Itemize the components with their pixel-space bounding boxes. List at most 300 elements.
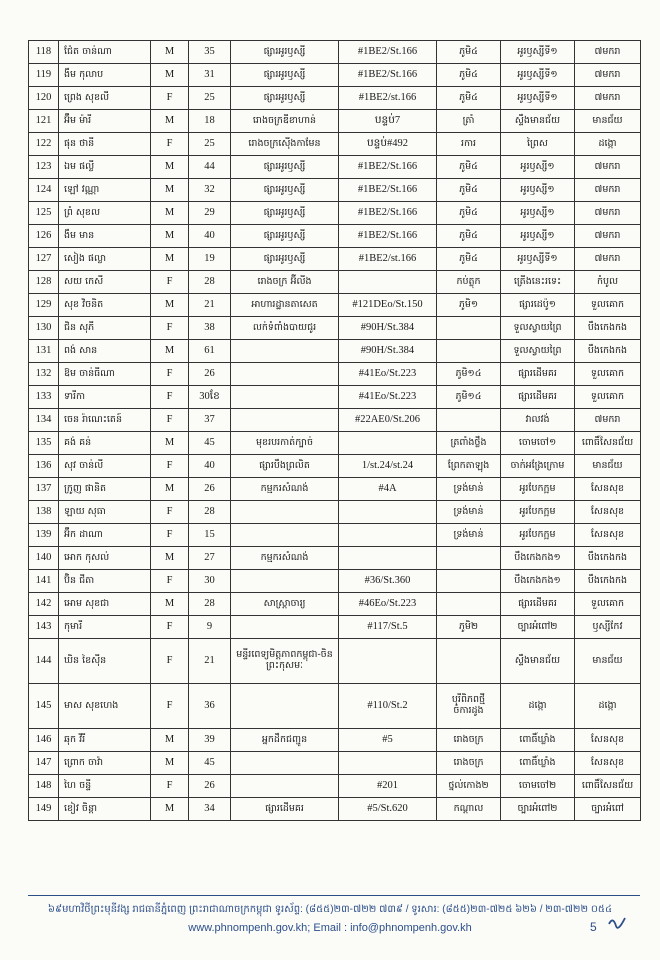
cell-workplace: ផ្សារបឹងព្រលិត <box>231 455 339 478</box>
table-row <box>29 501 641 524</box>
cell-row-number: 136 <box>29 455 59 478</box>
cell-address: #5 <box>339 729 437 752</box>
cell-district: សែនសុខ <box>575 752 641 775</box>
cell-row-number: 148 <box>29 775 59 798</box>
cell-person-name: ប៊ិន ជីតា <box>59 570 151 593</box>
cell-address: #117/St.5 <box>339 616 437 639</box>
cell-address <box>339 501 437 524</box>
cell-row-number: 142 <box>29 593 59 616</box>
cell-village <box>437 570 501 593</box>
cell-address: #90H/St.384 <box>339 317 437 340</box>
cell-address: បន្ទប់7 <box>339 110 437 133</box>
cell-person-name: ក្រូញ ផានិត <box>59 478 151 501</box>
cell-row-number: 146 <box>29 729 59 752</box>
cell-person-name: ផុន ថានី <box>59 133 151 156</box>
cell-sex: M <box>151 340 189 363</box>
cell-age: 27 <box>189 547 231 570</box>
cell-address: #110/St.2 <box>339 684 437 729</box>
table-row <box>29 110 641 133</box>
cell-commune: អូរបែកក្អម <box>501 524 575 547</box>
cell-age: 32 <box>189 179 231 202</box>
table-row <box>29 639 641 684</box>
cell-row-number: 121 <box>29 110 59 133</box>
cell-workplace: ផ្សារអូរឫស្សី <box>231 248 339 271</box>
cell-address: #41Eo/St.223 <box>339 386 437 409</box>
cell-district: ៧មករា <box>575 87 641 110</box>
cell-workplace <box>231 524 339 547</box>
cell-sex: M <box>151 110 189 133</box>
cell-workplace: ផ្សារអូរឫស្សី <box>231 41 339 64</box>
table-row <box>29 41 641 64</box>
cell-age: 40 <box>189 455 231 478</box>
cell-sex: F <box>151 386 189 409</box>
cell-row-number: 140 <box>29 547 59 570</box>
cell-age: 26 <box>189 478 231 501</box>
cell-sex: F <box>151 775 189 798</box>
cell-row-number: 130 <box>29 317 59 340</box>
cell-district: បឹងកេងកង <box>575 570 641 593</box>
cell-district: ពោធិ៍សែនជ័យ <box>575 432 641 455</box>
cell-village: ត្រពាំងថ្លឹង <box>437 432 501 455</box>
table-row <box>29 87 641 110</box>
cell-age: 18 <box>189 110 231 133</box>
table-row <box>29 156 641 179</box>
table-row <box>29 593 641 616</box>
cell-district: មានជ័យ <box>575 110 641 133</box>
cell-sex: F <box>151 684 189 729</box>
table-row <box>29 798 641 821</box>
cell-sex: M <box>151 202 189 225</box>
cell-person-name: ឱម ចាន់ធីណា <box>59 363 151 386</box>
cell-commune: អូរបែកក្អម <box>501 478 575 501</box>
cell-commune: បឹងកេងកង១ <box>501 547 575 570</box>
cell-workplace <box>231 363 339 386</box>
cell-row-number: 118 <box>29 41 59 64</box>
cell-person-name: ពង់ សាន <box>59 340 151 363</box>
cell-district: ឫស្សីកែវ <box>575 616 641 639</box>
cell-village: កណ្តាល <box>437 798 501 821</box>
cell-address: #46Eo/St.223 <box>339 593 437 616</box>
cell-address: #36/St.360 <box>339 570 437 593</box>
cell-workplace <box>231 340 339 363</box>
cell-age: 28 <box>189 271 231 294</box>
cell-commune: ពោធិ៍ឃ្លាំង <box>501 752 575 775</box>
cell-age: 29 <box>189 202 231 225</box>
cell-commune: ដង្កោ <box>501 684 575 729</box>
cell-commune: អូរឫស្សីទី១ <box>501 248 575 271</box>
cell-village <box>437 639 501 684</box>
cell-age: 45 <box>189 752 231 775</box>
cell-age: 34 <box>189 798 231 821</box>
cell-address: #121DEo/St.150 <box>339 294 437 317</box>
cell-sex: M <box>151 547 189 570</box>
cell-commune: ផ្សារដើមគរ <box>501 386 575 409</box>
cell-district: បឹងកេងកង <box>575 340 641 363</box>
cell-commune: ចោមចៅ១ <box>501 432 575 455</box>
cell-address: #1BE2/St.166 <box>339 225 437 248</box>
cell-village: ភូមិ២ <box>437 616 501 639</box>
cell-person-name: អ៊ឹក ដាណា <box>59 524 151 547</box>
cell-commune: ស្ទឹងមានជ័យ <box>501 110 575 133</box>
cell-village <box>437 547 501 570</box>
cell-commune: អូរឫស្សី១ <box>501 156 575 179</box>
cell-age: 21 <box>189 639 231 684</box>
cell-sex: M <box>151 478 189 501</box>
cell-person-name: ឃិន ខៃស៊ីន <box>59 639 151 684</box>
cell-age: 39 <box>189 729 231 752</box>
cell-village: ទ្រង់មាន់ <box>437 501 501 524</box>
cell-commune: ផ្សារដេប៉ូ១ <box>501 294 575 317</box>
cell-address <box>339 271 437 294</box>
cell-sex: F <box>151 271 189 294</box>
cell-person-name: សៀង ផល្លា <box>59 248 151 271</box>
cell-sex: M <box>151 798 189 821</box>
cell-workplace <box>231 752 339 775</box>
cell-person-name: ជិន សុភី <box>59 317 151 340</box>
cell-row-number: 139 <box>29 524 59 547</box>
cell-address: #201 <box>339 775 437 798</box>
cell-district: ទួលគោក <box>575 363 641 386</box>
cell-address: #1BE2/st.166 <box>339 87 437 110</box>
cell-village: ទ្រង់មាន់ <box>437 524 501 547</box>
table-row <box>29 64 641 87</box>
table-row <box>29 478 641 501</box>
cell-age: 44 <box>189 156 231 179</box>
cell-age: 26 <box>189 775 231 798</box>
cell-workplace: ផ្សារអូរឫស្សី <box>231 156 339 179</box>
cell-commune: ច្បារអំពៅ២ <box>501 798 575 821</box>
cell-address: #90H/St.384 <box>339 340 437 363</box>
table-row <box>29 455 641 478</box>
cell-address: #1BE2/St.166 <box>339 202 437 225</box>
footer-divider <box>28 895 640 896</box>
cell-commune: បឹងកេងកង១ <box>501 570 575 593</box>
cell-address <box>339 524 437 547</box>
cell-person-name: សយ កេសី <box>59 271 151 294</box>
cell-sex: M <box>151 64 189 87</box>
cell-row-number: 145 <box>29 684 59 729</box>
cell-person-name: អោក កុសល់ <box>59 547 151 570</box>
table-row <box>29 752 641 775</box>
cell-person-name: គង់ គន់ <box>59 432 151 455</box>
cell-person-name: ចេន រ៉ាណេះតេន៍ <box>59 409 151 432</box>
cell-workplace <box>231 616 339 639</box>
cell-commune: ទួលស្វាយព្រៃ <box>501 340 575 363</box>
cell-address: #1BE2/St.166 <box>339 156 437 179</box>
cell-workplace: អ្នកដឹកជញ្ជូន <box>231 729 339 752</box>
table-row <box>29 409 641 432</box>
cell-person-name: ឯម ផល្លី <box>59 156 151 179</box>
cell-age: 19 <box>189 248 231 271</box>
table-row <box>29 294 641 317</box>
table-row <box>29 775 641 798</box>
cell-age: 30ខែ <box>189 386 231 409</box>
cell-workplace: ផ្សារដើមគរ <box>231 798 339 821</box>
cell-address: #41Eo/St.223 <box>339 363 437 386</box>
cell-district: ទួលគោក <box>575 294 641 317</box>
table-row <box>29 179 641 202</box>
cell-person-name: ងឹម កុលាប <box>59 64 151 87</box>
table-row <box>29 202 641 225</box>
cell-address <box>339 639 437 684</box>
cell-sex: F <box>151 616 189 639</box>
cell-person-name: សុវ ចាន់លី <box>59 455 151 478</box>
footer-web-email: www.phnompenh.gov.kh; Email : info@phnompenh.gov.kh <box>188 922 472 934</box>
cell-sex: M <box>151 225 189 248</box>
cell-commune: អូរបែកក្អម <box>501 501 575 524</box>
cell-row-number: 124 <box>29 179 59 202</box>
cell-workplace <box>231 501 339 524</box>
table-row <box>29 386 641 409</box>
cell-sex: M <box>151 41 189 64</box>
cell-workplace: អាហារដ្ឋានតាសេត <box>231 294 339 317</box>
cell-district: ទួលគោក <box>575 386 641 409</box>
cell-district: ៧មករា <box>575 248 641 271</box>
cell-row-number: 141 <box>29 570 59 593</box>
cell-commune: អូរឫស្សីទី១ <box>501 87 575 110</box>
cell-workplace <box>231 775 339 798</box>
cell-commune: អូរឫស្សីទី១ <box>501 64 575 87</box>
cell-person-name: ឡាយ សុធា <box>59 501 151 524</box>
cell-person-name: ជ៉ែត ចាន់ណា <box>59 41 151 64</box>
cell-age: 26 <box>189 363 231 386</box>
cell-commune: ផ្សារដើមគរ <box>501 363 575 386</box>
cell-district: ៧មករា <box>575 41 641 64</box>
cell-row-number: 138 <box>29 501 59 524</box>
table-row <box>29 684 641 729</box>
cell-village: ភូមិ៤ <box>437 202 501 225</box>
table-row <box>29 363 641 386</box>
cell-village: ភូមិ១៤ <box>437 386 501 409</box>
cell-address: #1BE2/St.166 <box>339 64 437 87</box>
cell-workplace: លក់ទំពាំងបាយជូរ <box>231 317 339 340</box>
cell-village: ភូមិ៤ <box>437 179 501 202</box>
cell-district: សែនសុខ <box>575 729 641 752</box>
cell-village: ភូមិ៤ <box>437 64 501 87</box>
cell-village: ភូមិ៤ <box>437 225 501 248</box>
cell-row-number: 143 <box>29 616 59 639</box>
cell-district: បឹងកេងកង <box>575 547 641 570</box>
cell-address: 1/st.24/st.24 <box>339 455 437 478</box>
cell-village <box>437 317 501 340</box>
cell-address <box>339 432 437 455</box>
cell-district: សែនសុខ <box>575 478 641 501</box>
cell-row-number: 119 <box>29 64 59 87</box>
footer-address: ៦៩មហាវិថីព្រះមុនីវង្ស រាជធានីភ្នំពេញ ព្រះរាជាណាចក្រកម្ពុជា ទូរស័ព្ទ: (៨៥៥)២៣-៧២២ ៧៣៩ / ទូរសារ: (៨៥៥)២៣-៧២៥ ៦២៦ / ២៣-៧២២ ០៥៤ <box>47 904 613 915</box>
cell-village: ភូមិ១ <box>437 294 501 317</box>
cell-district: សែនសុខ <box>575 501 641 524</box>
cell-row-number: 128 <box>29 271 59 294</box>
cell-age: 35 <box>189 41 231 64</box>
cell-district: បឹងកេងកង <box>575 317 641 340</box>
cell-sex: F <box>151 501 189 524</box>
cell-village: ភូមិ៤ <box>437 41 501 64</box>
cell-village <box>437 409 501 432</box>
cell-row-number: 127 <box>29 248 59 271</box>
cell-person-name: ទារីកា <box>59 386 151 409</box>
cell-commune: ចោមចៅ២ <box>501 775 575 798</box>
cell-workplace: កម្មករសំណង់ <box>231 547 339 570</box>
cell-district: ៧មករា <box>575 225 641 248</box>
cell-sex: F <box>151 133 189 156</box>
cell-commune: ចាក់អង្រែក្រោម <box>501 455 575 478</box>
cell-row-number: 135 <box>29 432 59 455</box>
table-row <box>29 570 641 593</box>
cell-district: ៧មករា <box>575 202 641 225</box>
cell-sex: M <box>151 179 189 202</box>
table-body <box>29 41 641 821</box>
page-number: 5 <box>590 920 597 934</box>
cell-workplace <box>231 409 339 432</box>
cell-row-number: 134 <box>29 409 59 432</box>
cell-age: 31 <box>189 64 231 87</box>
cell-address: #1BE2/St.166 <box>339 179 437 202</box>
cell-person-name: សុខ វិចនិត <box>59 294 151 317</box>
initial-mark-icon <box>606 912 628 934</box>
cell-workplace: ផ្សារអូរឫស្សី <box>231 179 339 202</box>
cell-sex: M <box>151 729 189 752</box>
cell-age: 25 <box>189 87 231 110</box>
cell-village: ភូមិ៤ <box>437 156 501 179</box>
cell-district: ច្បារអំពៅ <box>575 798 641 821</box>
cell-row-number: 125 <box>29 202 59 225</box>
cell-sex: M <box>151 593 189 616</box>
cell-address: #22AE0/St.206 <box>339 409 437 432</box>
cell-district: កំបូល <box>575 271 641 294</box>
cell-commune: អូរឫស្សី១ <box>501 225 575 248</box>
cell-person-name: ព្រោក ចាវ៉ា <box>59 752 151 775</box>
cell-row-number: 131 <box>29 340 59 363</box>
cell-district: មានជ័យ <box>575 639 641 684</box>
cell-sex: M <box>151 752 189 775</box>
cell-district: ៧មករា <box>575 64 641 87</box>
cell-workplace: រោងចក្រឌីខាហាន់ <box>231 110 339 133</box>
cell-age: 61 <box>189 340 231 363</box>
cell-commune: ត្រើងនេះរទេះ <box>501 271 575 294</box>
cell-district: ទួលគោក <box>575 593 641 616</box>
cell-sex: F <box>151 363 189 386</box>
table-row <box>29 133 641 156</box>
cell-person-name: កុមារី <box>59 616 151 639</box>
cell-village: រោងចក្រ <box>437 729 501 752</box>
cell-commune: ច្បារអំពៅ២ <box>501 616 575 639</box>
cell-village: ថ្នល់កោង២ <box>437 775 501 798</box>
cell-sex: F <box>151 570 189 593</box>
cell-district: ដង្កោ <box>575 133 641 156</box>
cell-sex: M <box>151 248 189 271</box>
table-row <box>29 271 641 294</box>
cell-workplace: មុខរបរកាត់ក្បាច់ <box>231 432 339 455</box>
cell-person-name: ឡៅ វណ្ណា <box>59 179 151 202</box>
cell-age: 36 <box>189 684 231 729</box>
cell-age: 9 <box>189 616 231 639</box>
cell-commune: ព្រៃស <box>501 133 575 156</box>
cell-age: 28 <box>189 501 231 524</box>
cell-village: ភូមិ៤ <box>437 248 501 271</box>
cell-district: ៧មករា <box>575 409 641 432</box>
cell-person-name: ឆុក វីរី <box>59 729 151 752</box>
cell-village: កប់ត្លុក <box>437 271 501 294</box>
cell-workplace: កម្មករសំណង់ <box>231 478 339 501</box>
cell-district: សែនសុខ <box>575 524 641 547</box>
cell-district: ៧មករា <box>575 179 641 202</box>
cell-row-number: 129 <box>29 294 59 317</box>
cell-row-number: 122 <box>29 133 59 156</box>
cell-workplace: រោងចក្រ អ៊ីលីង <box>231 271 339 294</box>
cell-village: ព្រែកតាឡុង <box>437 455 501 478</box>
table-row <box>29 248 641 271</box>
cell-person-name: ខៀវ ចិន្តា <box>59 798 151 821</box>
cell-workplace <box>231 570 339 593</box>
cell-commune: ទួលស្វាយព្រៃ <box>501 317 575 340</box>
table-row <box>29 729 641 752</box>
table-row <box>29 317 641 340</box>
case-table <box>28 40 641 821</box>
cell-age: 25 <box>189 133 231 156</box>
cell-workplace: ផ្សារអូរឫស្សី <box>231 64 339 87</box>
cell-address: #1BE2/St.166 <box>339 41 437 64</box>
table-row <box>29 432 641 455</box>
table-row <box>29 616 641 639</box>
cell-commune: អូរឫស្សីទី១ <box>501 41 575 64</box>
cell-sex: F <box>151 317 189 340</box>
cell-sex: M <box>151 432 189 455</box>
cell-sex: M <box>151 294 189 317</box>
cell-row-number: 123 <box>29 156 59 179</box>
cell-district: ដង្កោ <box>575 684 641 729</box>
cell-workplace: សាស្ត្រាចារ្យ <box>231 593 339 616</box>
cell-row-number: 144 <box>29 639 59 684</box>
cell-age: 38 <box>189 317 231 340</box>
table-row <box>29 225 641 248</box>
cell-age: 45 <box>189 432 231 455</box>
cell-district: មានជ័យ <box>575 455 641 478</box>
cell-address: #5/St.620 <box>339 798 437 821</box>
cell-age: 28 <box>189 593 231 616</box>
cell-person-name: មាស សុខហេង <box>59 684 151 729</box>
cell-address <box>339 752 437 775</box>
table-row <box>29 340 641 363</box>
cell-village: ទ្រង់មាន់ <box>437 478 501 501</box>
cell-workplace: មន្ទីរពេទ្យមិត្តភាពកម្ពុជា-ចិនព្រះកុសមៈ <box>231 639 339 684</box>
cell-village: បុរីពិភពថ្មីចំការដូង <box>437 684 501 729</box>
cell-workplace <box>231 684 339 729</box>
cell-workplace <box>231 386 339 409</box>
cell-person-name: ព្រេង សុខលី <box>59 87 151 110</box>
cell-address: បន្ទប់#492 <box>339 133 437 156</box>
cell-village: ភូមិ១៤ <box>437 363 501 386</box>
cell-workplace: ផ្សារអូរឫស្សី <box>231 225 339 248</box>
cell-village <box>437 593 501 616</box>
cell-village <box>437 340 501 363</box>
cell-commune: អូរឫស្សី១ <box>501 202 575 225</box>
cell-village: រោងចក្រ <box>437 752 501 775</box>
cell-age: 37 <box>189 409 231 432</box>
cell-row-number: 147 <box>29 752 59 775</box>
cell-address: #4A <box>339 478 437 501</box>
cell-workplace: រោងចក្រស៊ើងកាមែន <box>231 133 339 156</box>
cell-person-name: អ៊ឹម ម៉ារី <box>59 110 151 133</box>
cell-row-number: 149 <box>29 798 59 821</box>
cell-sex: F <box>151 409 189 432</box>
cell-commune: វាលវង់ <box>501 409 575 432</box>
cell-row-number: 133 <box>29 386 59 409</box>
cell-person-name: ហៃ ចន្ទី <box>59 775 151 798</box>
cell-sex: F <box>151 639 189 684</box>
cell-commune: អូរឫស្សី១ <box>501 179 575 202</box>
table-row <box>29 547 641 570</box>
cell-address <box>339 547 437 570</box>
